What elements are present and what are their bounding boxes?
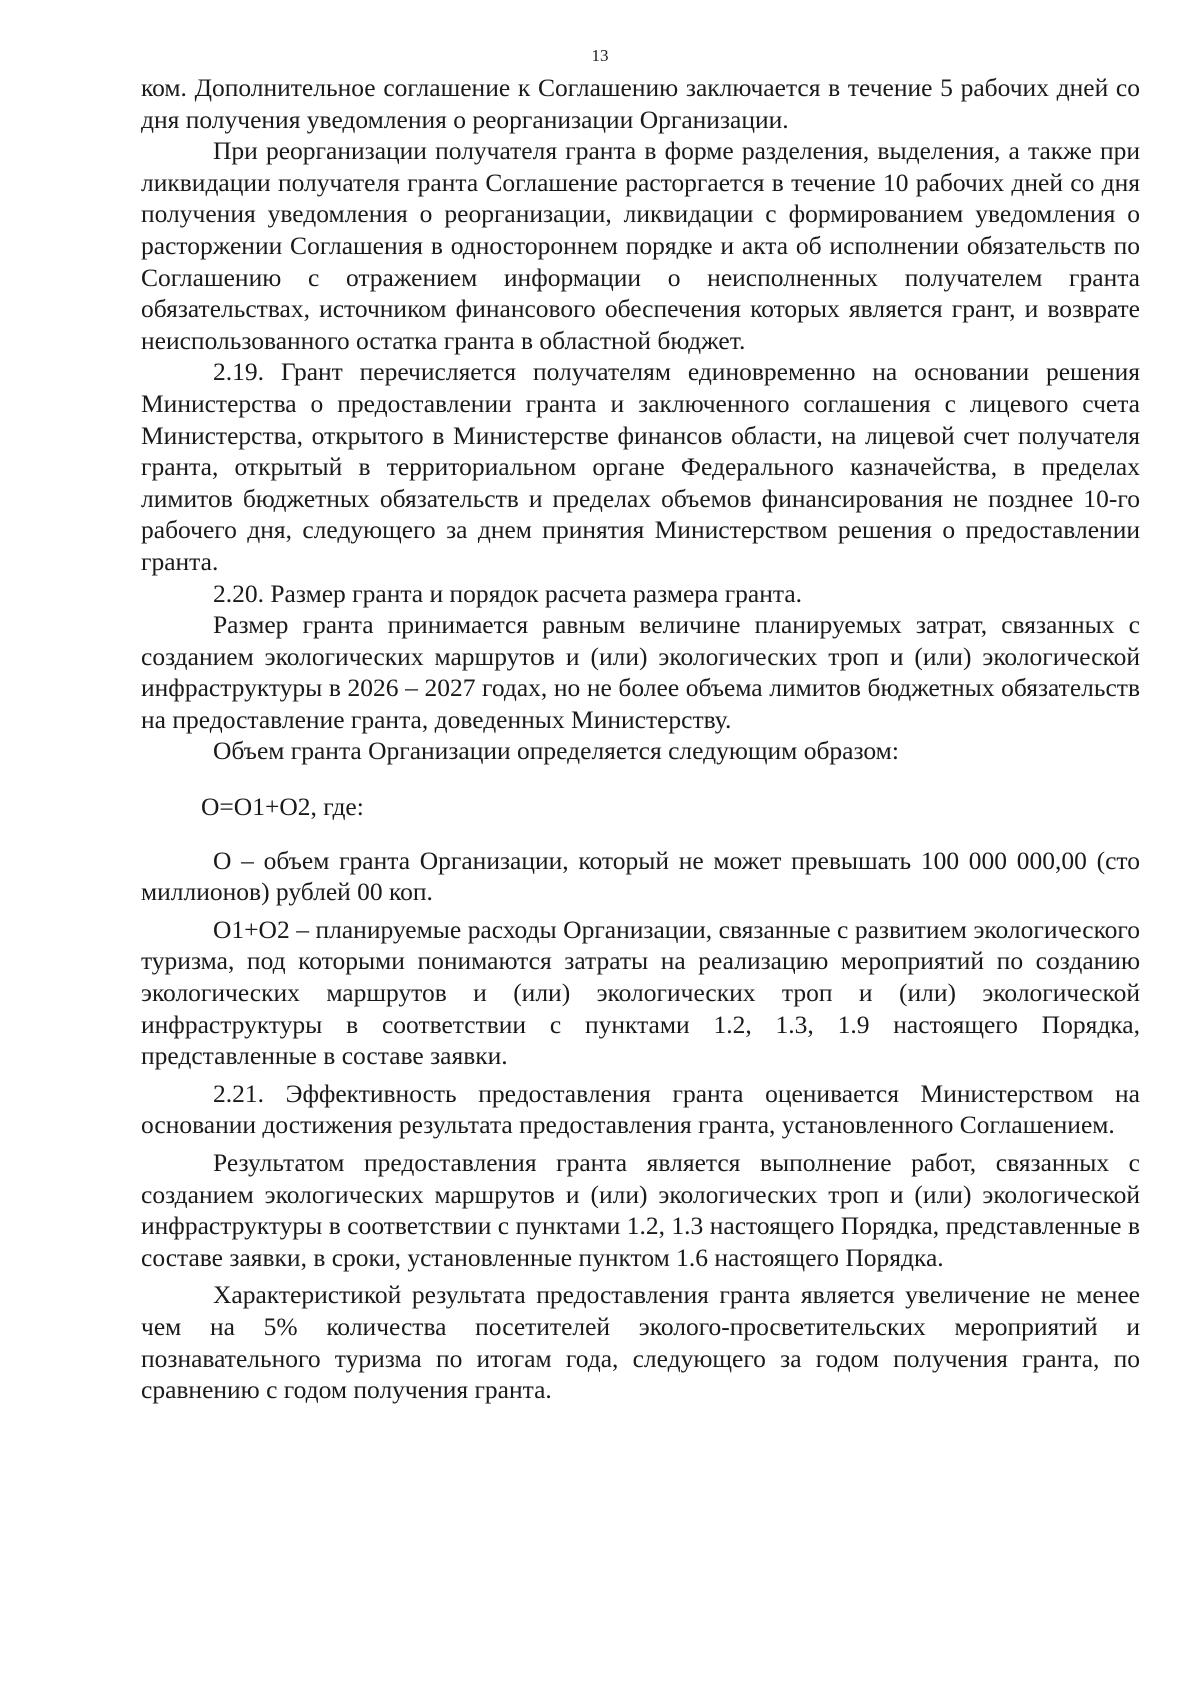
paragraph-o1-o2-definition: О1+О2 – планируемые расходы Организации, связанные с развитием экологического туризма, под которыми понимаются затраты на реализацию мероприятий по созданию экологических маршрутов и (или) экологических троп и (или) экологической инфраструктуры в соответствии с пунктами 1.2, 1.3, 1.9 настоящего Порядка, представленные в составе заявки. bbox=[141, 914, 1140, 1071]
paragraph-reorganization: При реорганизации получателя гранта в форме разделения, выделения, а также при ликвидации получателя гранта Соглашение расторгается в течение 10 рабочих дней со дня получения уведомления о реорганизации, ликвидации с формированием уведомления о расторжении Соглашения в одностороннем порядке и акта об исполнении обязательств по Соглашению с отражением информации о неисполненных получателем гранта обязательствах, источником финансового обеспечения которых является грант, и возврате неиспользованного остатка гранта в областной бюджет. bbox=[141, 136, 1140, 355]
paragraph-grant-size: Размер гранта принимается равным величине планируемых затрат, связанных с созданием экологических маршрутов и (или) экологических троп и (или) экологической инфраструктуры в 2026 – 2027 годах, но не более объема лимитов бюджетных обязательств на предоставление гранта, доведенных Министерству. bbox=[141, 610, 1140, 734]
document-body bbox=[141, 72, 1140, 1406]
paragraph-result: Результатом предоставления гранта является выполнение работ, связанных с созданием экологических маршрутов и (или) экологических троп и (или) экологической инфраструктуры в соответствии с пунктами 1.2, 1.3 настоящего Порядка, представленные в составе заявки, в сроки, установленные пунктом 1.6 настоящего Порядка. bbox=[141, 1148, 1140, 1272]
paragraph-2-19: 2.19. Грант перечисляется получателям единовременно на основании решения Министерства о предоставлении гранта и заключенного соглашения с лицевого счета Министерства, открытого в Министерстве финансов области, на лицевой счет получателя гранта, открытый в территориальном органе Федерального казначейства, в пределах лимитов бюджетных обязательств и пределах объемов финансирования не позднее 10-го рабочего дня, следующего за днем принятия Министерством решения о предоставлении гранта. bbox=[141, 357, 1140, 576]
paragraph-continuation: ком. Дополнительное соглашение к Соглашению заключается в течение 5 рабочих дней со дня получения уведомления о реорганизации Организации. bbox=[141, 73, 1140, 134]
paragraph-o-definition: О – объем гранта Организации, который не может превышать 100 000 000,00 (сто миллионов) рублей 00 коп. bbox=[141, 845, 1140, 907]
formula: О=О1+О2, где: bbox=[201, 792, 364, 822]
paragraph-grant-volume: Объем гранта Организации определяется следующим образом: bbox=[213, 736, 899, 766]
page-number: 13 bbox=[591, 46, 609, 65]
paragraph-2-20: 2.20. Размер гранта и порядок расчета размера гранта. bbox=[213, 578, 803, 608]
paragraph-result-characteristic: Характеристикой результата предоставления гранта является увеличение не менее чем на 5% количества посетителей эколого-просветительских мероприятий и познавательного туризма по итогам года, следующего за годом получения гранта, по сравнению с годом получения гранта. bbox=[141, 1280, 1140, 1405]
paragraph-2-21: 2.21. Эффективность предоставления гранта оценивается Министерством на основании достижения результата предоставления гранта, установленного Соглашением. bbox=[141, 1078, 1140, 1140]
